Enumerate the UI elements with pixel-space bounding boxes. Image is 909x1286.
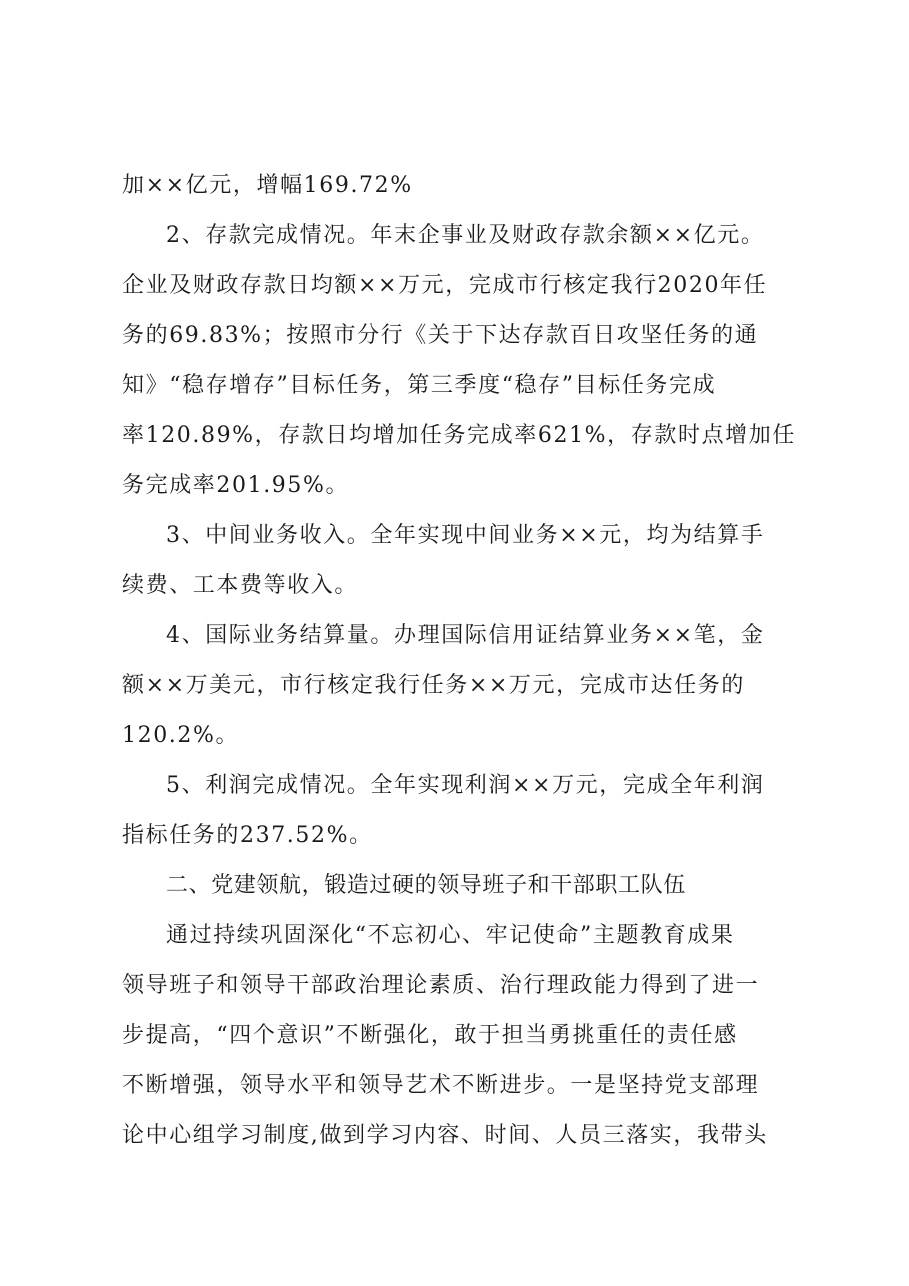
text-line: 步提高，“四个意识”不断强化，敢于担当勇挑重任的责任感 <box>122 1023 738 1048</box>
text-line: 领导班子和领导干部政治理论素质、治行理政能力得到了进一 <box>122 973 760 998</box>
text-line: 不断增强，领导水平和领导艺术不断进步。一是坚持党支部理 <box>122 1073 760 1098</box>
text-line: 论中心组学习制度,做到学习内容、时间、人员三落实，我带头 <box>122 1123 768 1148</box>
paragraph-deposits: 2、存款完成情况。年末企事业及财政存款余额××亿元。 <box>166 223 765 248</box>
text-line: 加××亿元，增幅169.72% <box>122 173 413 198</box>
paragraph-international-settlement: 4、国际业务结算量。办理国际信用证结算业务××笔，金 <box>166 623 765 648</box>
document-body <box>122 166 804 1156</box>
text-line: 务完成率201.95%。 <box>122 473 350 498</box>
text-line: 企业及财政存款日均额××万元，完成市行核定我行2020年任 <box>122 273 768 298</box>
text-line: 续费、工本费等收入。 <box>122 573 359 598</box>
paragraph-profit: 5、利润完成情况。全年实现利润××万元，完成全年利润 <box>166 773 765 798</box>
text-line: 额××万美元，市行核定我行任务××万元，完成市达任务的 <box>122 673 745 698</box>
text-line: 知》“稳存增存”目标任务，第三季度“稳存”目标任务完成 <box>122 373 717 398</box>
text-line: 120.2%。 <box>122 723 240 748</box>
text-line: 指标任务的237.52%。 <box>122 823 373 848</box>
text-line: 率120.89%，存款日均增加任务完成率621%，存款时点增加任 <box>122 423 796 448</box>
paragraph-intermediate-income: 3、中间业务收入。全年实现中间业务××元，均为结算手 <box>166 523 765 548</box>
paragraph-party-building: 通过持续巩固深化“不忘初心、牢记使命”主题教育成果 <box>166 923 735 948</box>
text-line: 务的69.83%；按照市分行《关于下达存款百日攻坚任务的通 <box>122 323 759 348</box>
section-heading: 二、党建领航，锻造过硬的领导班子和干部职工队伍 <box>166 873 686 898</box>
